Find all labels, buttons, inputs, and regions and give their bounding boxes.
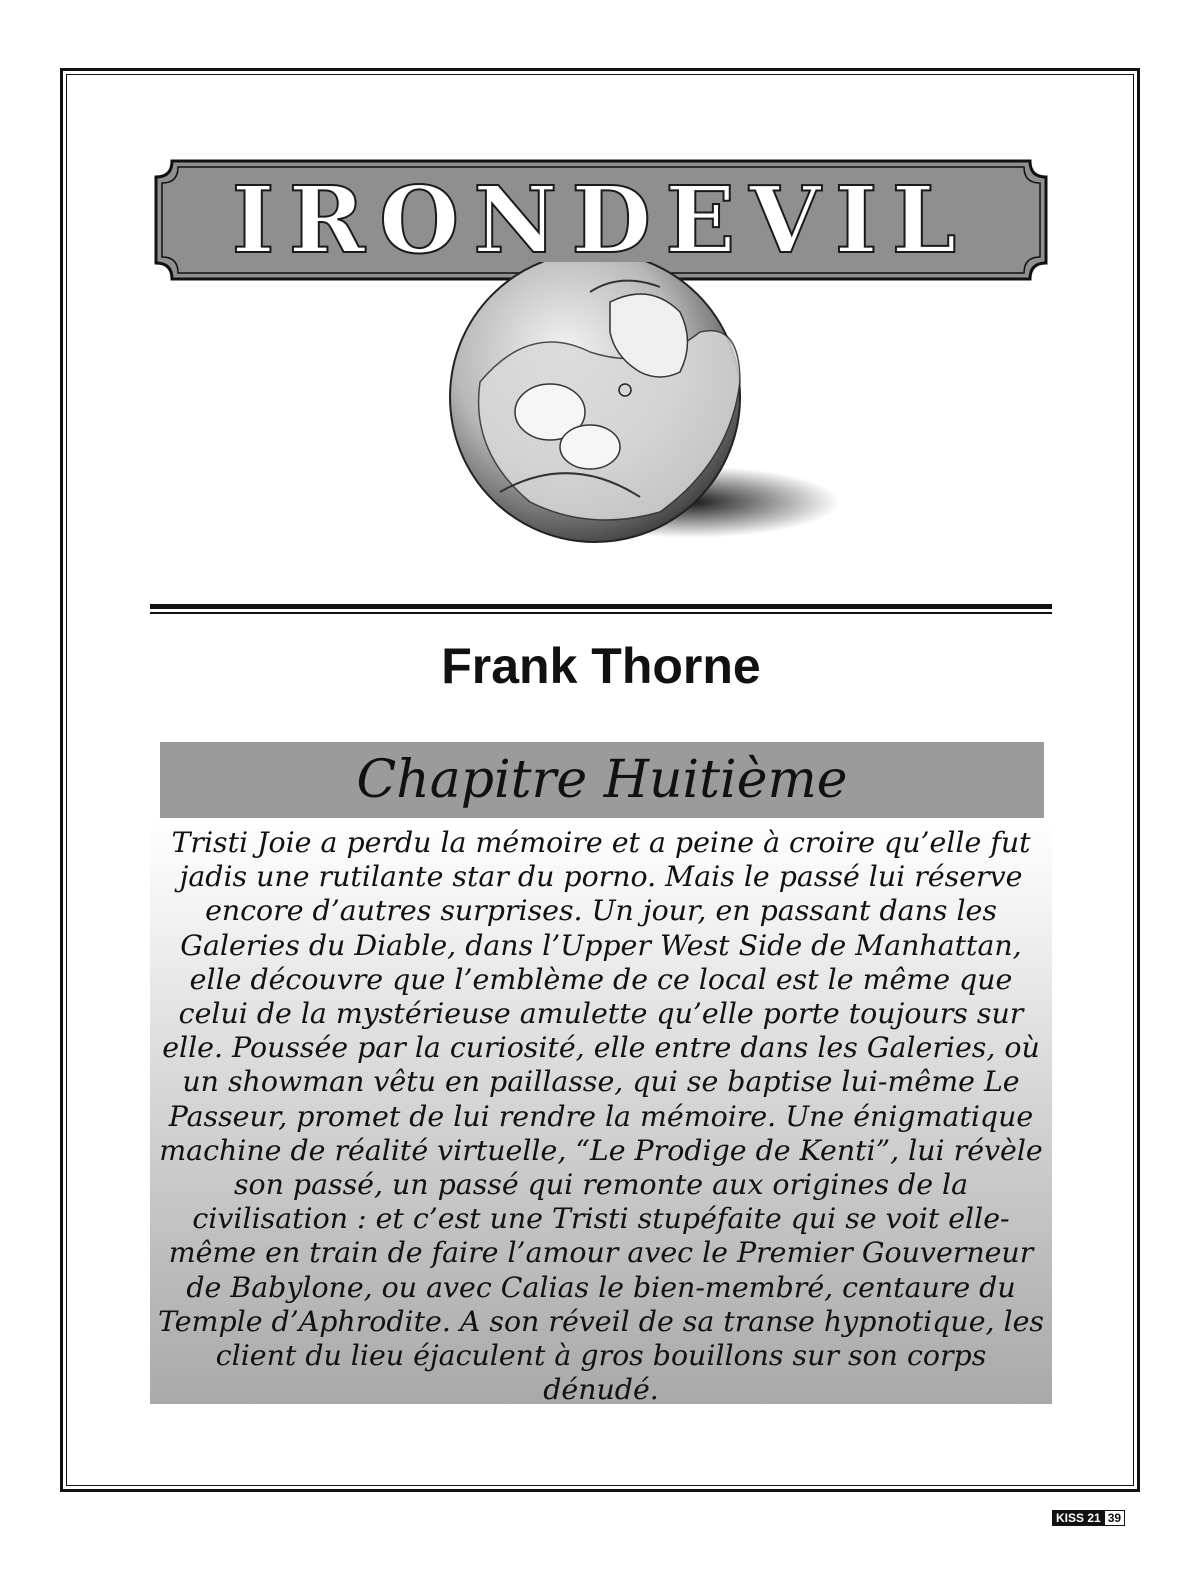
author-name: Frank Thorne [441,638,761,694]
page-number: 39 [1105,1510,1125,1526]
chapter-banner [160,742,1044,818]
magazine-issue: KISS 21 [1052,1510,1105,1526]
divider-thick [150,604,1052,609]
chapter-title: Chapitre Huitième [356,750,848,810]
page-title: IRONDEVIL [231,166,971,274]
sphere-illustration [440,262,840,552]
divider-thin [150,612,1052,614]
page-footer-badge [1052,1510,1125,1526]
synopsis-paragraph: Tristi Joie a perdu la mémoire et a peine à croire qu’elle fut jadis une rutilante star du porno. Mais le passé lui réserve encore d’autres surprises. Un jour, en passant dans les Galeries du Diable, dans l’Upper West Side de Manhattan, elle découvre que l’emblème de ce local est le même que celui de la mystérieuse amulette qu’elle porte toujours sur elle. Poussée par la curiosité, elle entre dans les Galeries, où un showman vêtu en paillasse, qui se baptise lui-même Le Passeur, promet de lui rendre la mémoire. Une énigmatique machine de réalité virtuelle, “Le Prodige de Kenti”, lui révèle son passé, un passé qui remonte aux origines de la civilisation : et c’est une Tristi stupéfaite qui se voit elle-même en train de faire l’amour avec le Premier Gouverneur de Babylone, ou avec Calias le bien-membré, centaure du Temple d’Aphrodite. A son réveil de sa transe hypnotique, les client du lieu éjaculent à gros bouillons sur son corps dénudé. [158,826,1045,1407]
